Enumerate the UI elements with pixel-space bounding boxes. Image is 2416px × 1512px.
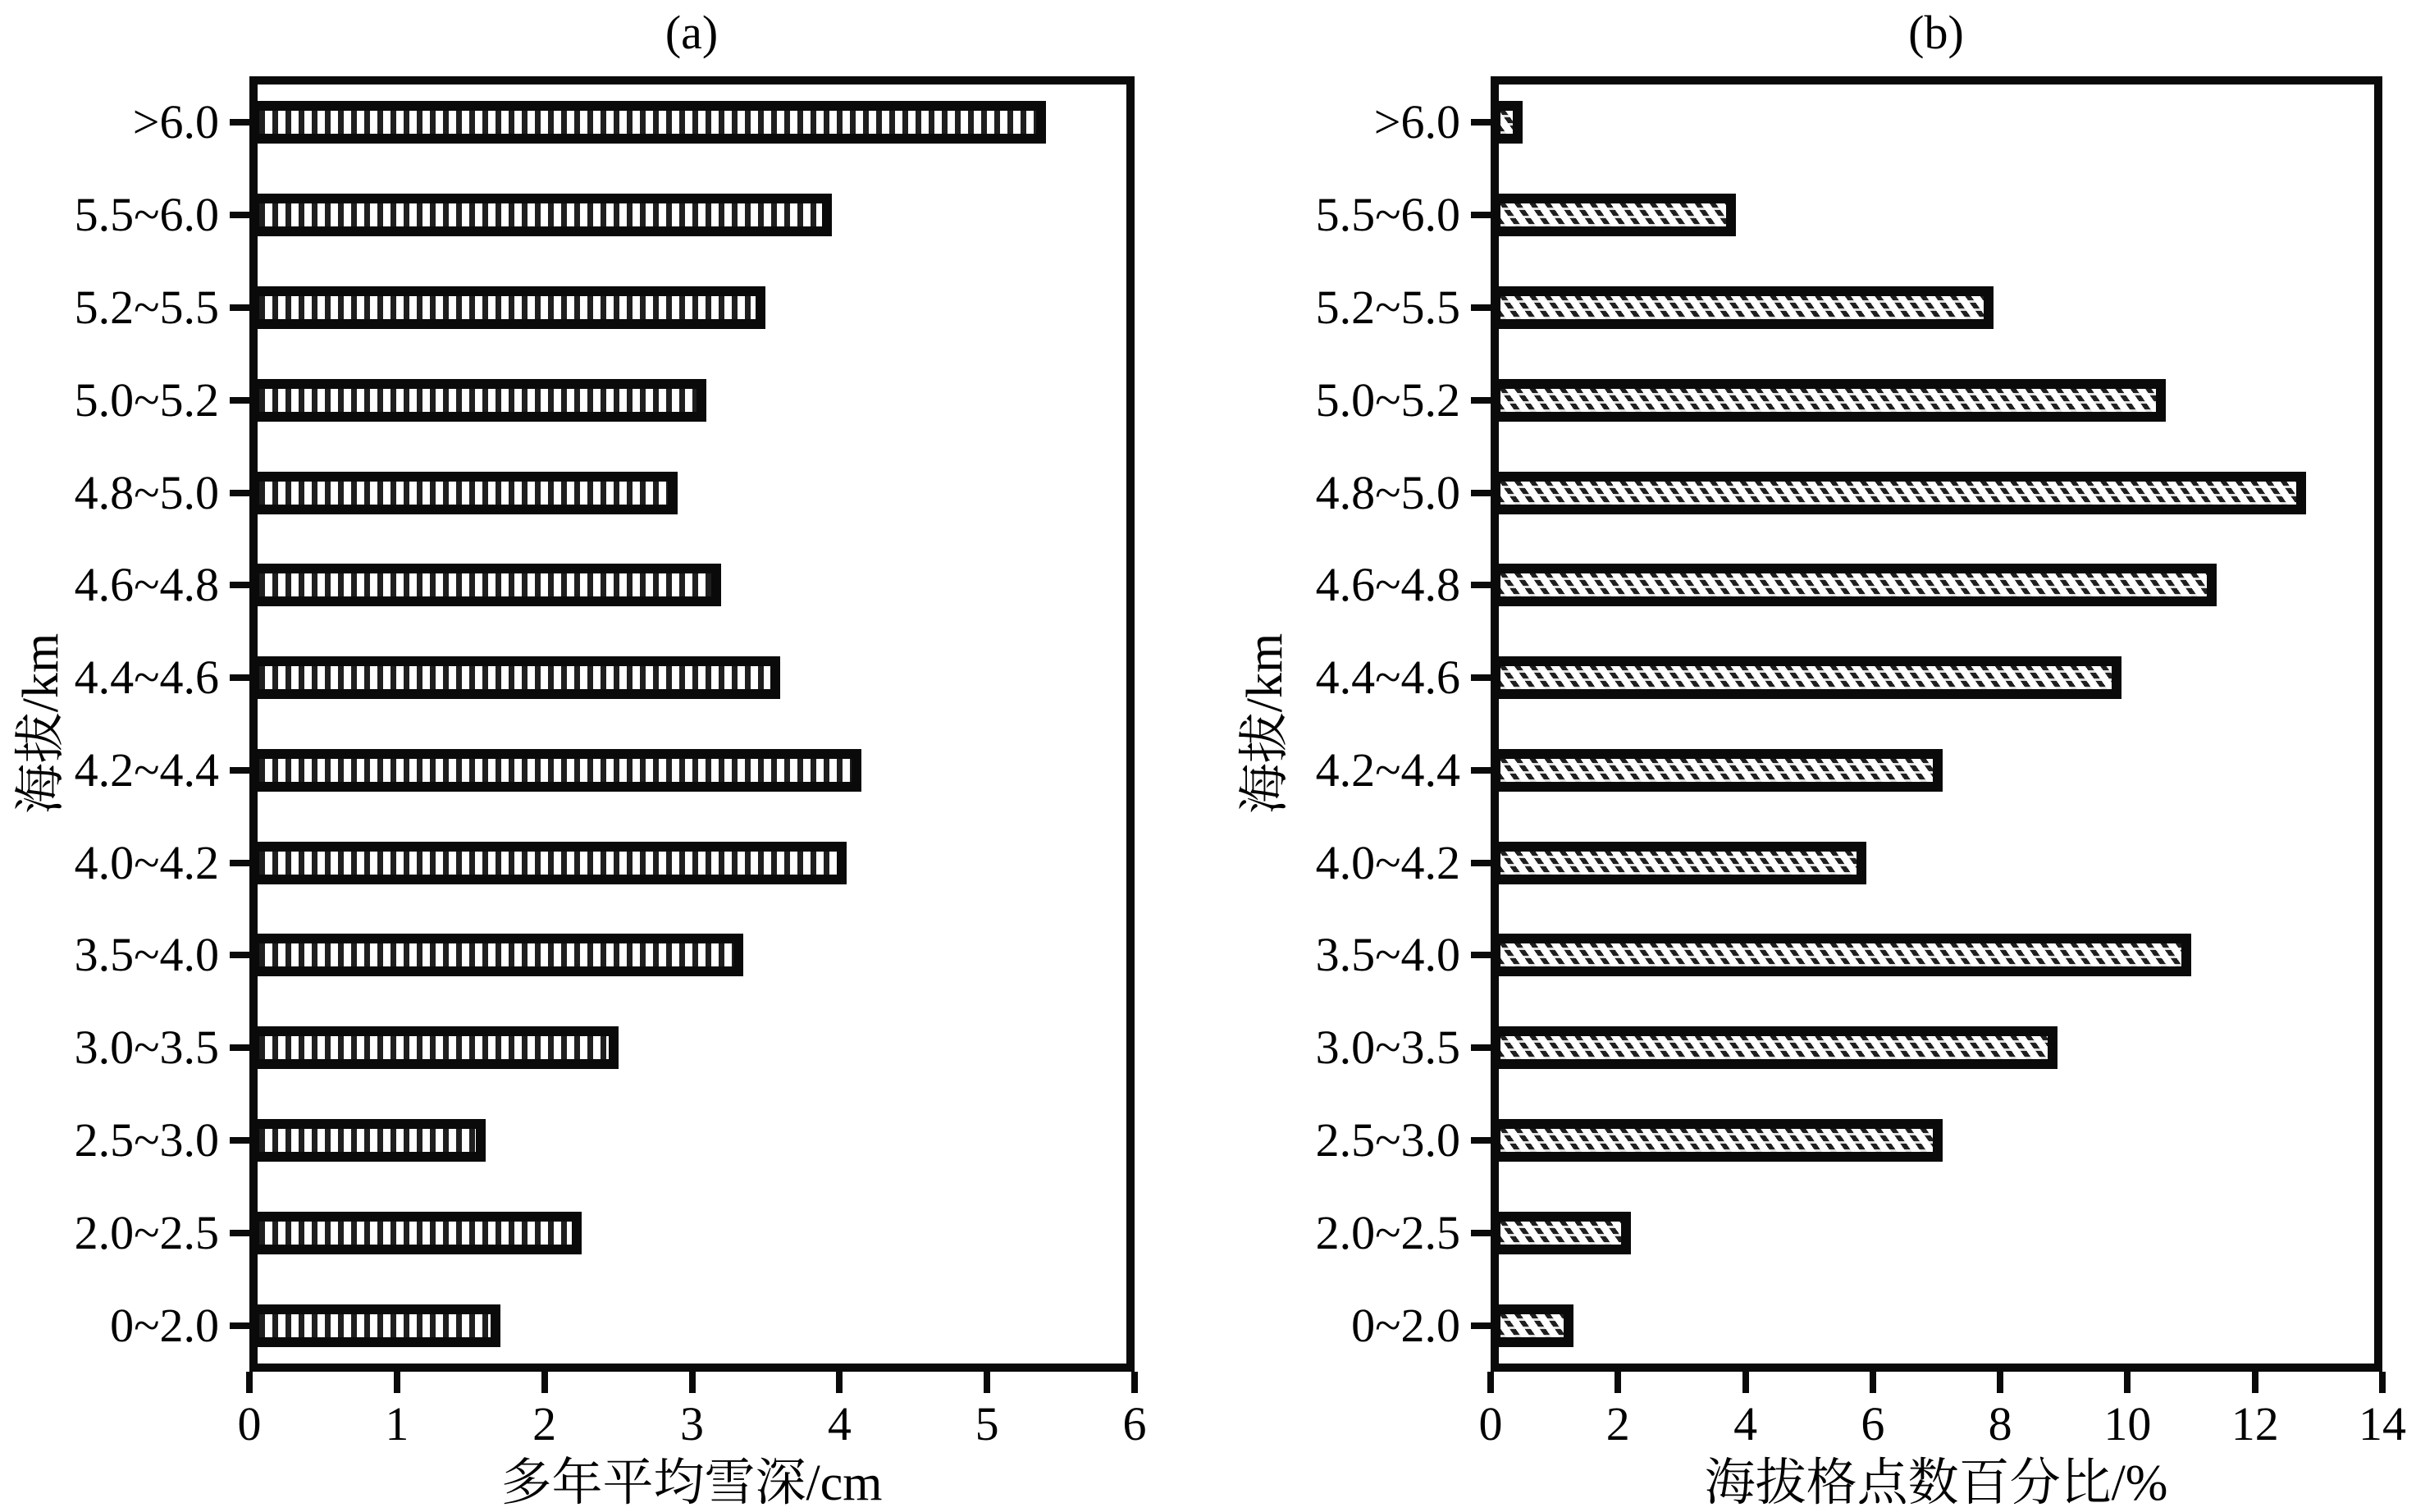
x-tick-b [1870, 1372, 1876, 1393]
bar-a-2.5~3.0 [249, 1119, 486, 1162]
bar-a-5.5~6.0 [249, 194, 832, 236]
plot-area-b [1491, 76, 2382, 1372]
category-label-b: 5.0~5.2 [1315, 372, 1460, 427]
panel-a-x-axis-title: 多年平均雪深/cm [500, 1455, 883, 1511]
bar-a-4.8~5.0 [249, 472, 678, 514]
category-label-b: 5.2~5.5 [1315, 280, 1460, 334]
x-tick-b [1614, 1372, 1621, 1393]
bar-b-4.8~5.0 [1491, 472, 2306, 514]
bar-a-2.0~2.5 [249, 1212, 582, 1254]
bar-a-4.6~4.8 [249, 564, 721, 606]
x-tick-a [689, 1372, 696, 1393]
bar-a-4.4~4.6 [249, 656, 780, 699]
category-label-a: 5.0~5.2 [74, 372, 219, 427]
category-label-a: 4.6~4.8 [74, 558, 219, 612]
category-label-a: 4.8~5.0 [74, 465, 219, 519]
y-tick-b [1471, 397, 1491, 404]
bar-b-2.5~3.0 [1491, 1119, 1943, 1162]
category-label-b: 3.0~3.5 [1315, 1021, 1460, 1075]
y-tick-b [1471, 1230, 1491, 1236]
y-tick-b [1471, 304, 1491, 311]
panel-a-y-axis-title: 海拔/km [13, 633, 69, 815]
bar-a-3.0~3.5 [249, 1026, 619, 1069]
category-label-a: 5.2~5.5 [74, 280, 219, 334]
plot-area-a [249, 76, 1135, 1372]
category-label-a: >6.0 [132, 95, 219, 149]
x-tick-label-a: 1 [385, 1397, 409, 1450]
x-tick-a [836, 1372, 843, 1393]
x-tick-label-b: 8 [1988, 1397, 2012, 1450]
x-tick-label-a: 0 [237, 1397, 262, 1450]
y-tick-a [230, 582, 249, 588]
bar-a-5.0~5.2 [249, 379, 706, 422]
y-tick-b [1471, 1044, 1491, 1051]
bar-b-4.2~4.4 [1491, 749, 1943, 792]
category-label-b: 4.2~4.4 [1315, 742, 1460, 797]
category-label-a: 2.0~2.5 [74, 1205, 219, 1259]
category-label-b: >6.0 [1373, 95, 1460, 149]
y-tick-a [230, 304, 249, 311]
x-tick-label-b: 12 [2231, 1397, 2279, 1450]
y-tick-b [1471, 582, 1491, 588]
category-label-a: 4.4~4.6 [74, 651, 219, 705]
category-label-a: 2.5~3.0 [74, 1113, 219, 1167]
x-tick-b [2252, 1372, 2258, 1393]
y-tick-a [230, 1230, 249, 1236]
y-tick-a [230, 212, 249, 218]
y-tick-b [1471, 490, 1491, 496]
category-label-a: 3.5~4.0 [74, 928, 219, 982]
y-tick-b [1471, 860, 1491, 866]
x-tick-label-a: 5 [975, 1397, 999, 1450]
y-tick-a [230, 119, 249, 126]
x-tick-b [1997, 1372, 2003, 1393]
panel-b-y-axis-title: 海拔/km [1237, 633, 1293, 815]
x-tick-a [1131, 1372, 1138, 1393]
x-tick-label-a: 4 [827, 1397, 852, 1450]
panel-b-title: (b) [1908, 6, 1964, 59]
x-tick-b [2124, 1372, 2131, 1393]
y-tick-b [1471, 212, 1491, 218]
y-tick-b [1471, 674, 1491, 681]
bar-b-3.5~4.0 [1491, 934, 2191, 976]
x-tick-label-a: 2 [532, 1397, 557, 1450]
bar-b-5.5~6.0 [1491, 194, 1736, 236]
y-tick-b [1471, 1322, 1491, 1329]
bar-a-3.5~4.0 [249, 934, 743, 976]
category-label-a: 3.0~3.5 [74, 1021, 219, 1075]
x-tick-label-b: 14 [2359, 1397, 2406, 1450]
bar-a-5.2~5.5 [249, 286, 765, 329]
y-tick-a [230, 490, 249, 496]
x-tick-b [1487, 1372, 1494, 1393]
x-tick-label-b: 6 [1861, 1397, 1885, 1450]
bar-b-2.0~2.5 [1491, 1212, 1631, 1254]
x-tick-label-b: 4 [1733, 1397, 1758, 1450]
bar-a-4.0~4.2 [249, 842, 847, 884]
x-tick-a [246, 1372, 253, 1393]
category-label-b: 4.4~4.6 [1315, 651, 1460, 705]
x-tick-label-a: 6 [1122, 1397, 1147, 1450]
y-tick-b [1471, 1137, 1491, 1144]
x-tick-b [2379, 1372, 2386, 1393]
category-label-a: 4.0~4.2 [74, 835, 219, 889]
x-tick-b [1742, 1372, 1749, 1393]
y-tick-a [230, 952, 249, 958]
category-label-b: 4.0~4.2 [1315, 835, 1460, 889]
category-label-a: 0~2.0 [110, 1298, 219, 1352]
category-label-b: 2.5~3.0 [1315, 1113, 1460, 1167]
y-tick-a [230, 674, 249, 681]
x-tick-a [394, 1372, 400, 1393]
x-tick-label-a: 3 [680, 1397, 704, 1450]
bar-b-4.4~4.6 [1491, 656, 2121, 699]
bar-b-0~2.0 [1491, 1304, 1573, 1347]
panel-b-x-axis-title: 海拔格点数百分比/% [1704, 1455, 2168, 1511]
y-tick-a [230, 860, 249, 866]
category-label-b: 5.5~6.0 [1315, 188, 1460, 242]
bar-a-4.2~4.4 [249, 749, 861, 792]
x-tick-label-b: 0 [1478, 1397, 1503, 1450]
bar-b-3.0~3.5 [1491, 1026, 2057, 1069]
panel-a-title: (a) [665, 6, 719, 59]
bar-b-5.2~5.5 [1491, 286, 1994, 329]
bar-b-5.0~5.2 [1491, 379, 2166, 422]
category-label-a: 4.2~4.4 [74, 742, 219, 797]
y-tick-a [230, 767, 249, 774]
y-tick-a [230, 1044, 249, 1051]
bar-b-4.0~4.2 [1491, 842, 1866, 884]
bar-b-4.6~4.8 [1491, 564, 2217, 606]
category-label-b: 2.0~2.5 [1315, 1205, 1460, 1259]
x-tick-a [984, 1372, 990, 1393]
y-tick-b [1471, 952, 1491, 958]
bar-a->6.0 [249, 101, 1046, 144]
category-label-b: 4.8~5.0 [1315, 465, 1460, 519]
bar-b->6.0 [1491, 101, 1523, 144]
x-tick-label-b: 10 [2103, 1397, 2152, 1450]
y-tick-a [230, 397, 249, 404]
category-label-b: 3.5~4.0 [1315, 928, 1460, 982]
x-tick-a [541, 1372, 548, 1393]
category-label-a: 5.5~6.0 [74, 188, 219, 242]
category-label-b: 4.6~4.8 [1315, 558, 1460, 612]
y-tick-a [230, 1322, 249, 1329]
y-tick-b [1471, 767, 1491, 774]
category-label-b: 0~2.0 [1351, 1298, 1460, 1352]
x-tick-label-b: 2 [1605, 1397, 1630, 1450]
y-tick-a [230, 1137, 249, 1144]
y-tick-b [1471, 119, 1491, 126]
bar-a-0~2.0 [249, 1304, 500, 1347]
